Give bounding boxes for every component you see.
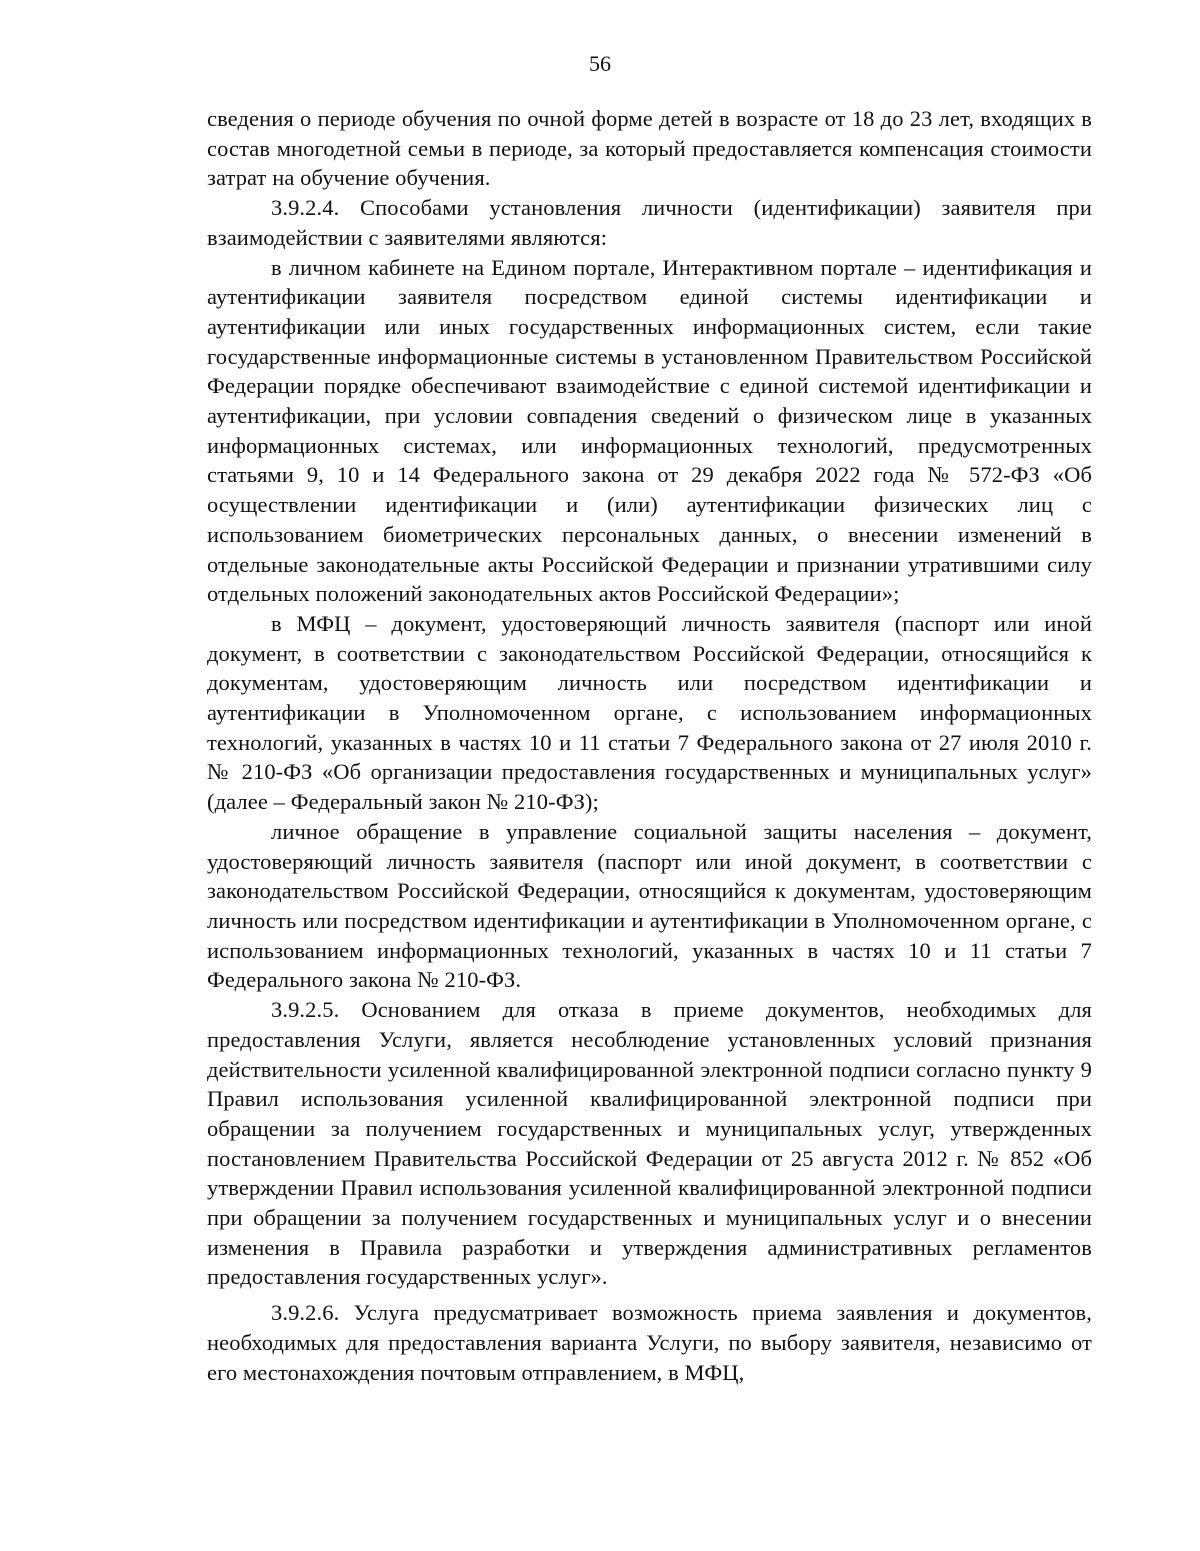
paragraph-3-9-2-5: 3.9.2.5. Основанием для отказа в приеме документов, необходимых для предоставления Услуги, является несоблюдение установленных условий признания действительности усиленной квалифицированной электронной подписи согласно пункту 9 Правил использования усиленной квалифицированной электронной подписи при обращении за получением государственных и муниципальных услуг, утвержденных постановлением Правительства Российской Федерации от 25 августа 2012 г. № 852 «Об утверждении Правил использования усиленной квалифицированной электронной подписи при обращении за получением государственных и муниципальных услуг и о внесении изменения в Правила разработки и утверждения административных регламентов предоставления государственных услуг».	[207, 997, 1092, 1290]
body-text	[207, 104, 1092, 1387]
paragraph-mfc-identification: в МФЦ – документ, удостоверяющий личность заявителя (паспорт или иной документ, в соответствии с законодательством Российской Федерации, относящийся к документам, удостоверяющим личность или посредством идентификации и аутентификации в Уполномоченном органе, с использованием информационных технологий, указанных в частях 10 и 11 статьи 7 Федерального закона от 27 июля 2010 г. № 210-ФЗ «Об организации предоставления государственных и муниципальных услуг» (далее – Федеральный закон № 210-ФЗ);	[207, 610, 1092, 815]
paragraph-personal-visit-identification: личное обращение в управление социальной защиты населения – документ, удостоверяющий личность заявителя (паспорт или иной документ, в соответствии с законодательством Российской Федерации, относящийся к документам, удостоверяющим личность или посредством идентификации и аутентификации в Уполномоченном органе, с использованием информационных технологий, указанных в частях 10 и 11 статьи 7 Федерального закона № 210-ФЗ.	[207, 818, 1092, 993]
paragraph-children-education-info: сведения о периоде обучения по очной форме детей в возрасте от 18 до 23 лет, входящих в состав многодетной семьи в периоде, за который предоставляется компенсация стоимости затрат на обучение обучения.	[207, 106, 1092, 191]
paragraph-3-9-2-6: 3.9.2.6. Услуга предусматривает возможность приема заявления и документов, необходимых для предоставления варианта Услуги, по выбору заявителя, независимо от его местонахождения почтовым отправлением, в МФЦ,	[207, 1300, 1092, 1385]
page-number: 56	[589, 51, 611, 76]
paragraph-personal-cabinet-identification: в личном кабинете на Едином портале, Интерактивном портале – идентификация и аутентификации заявителя посредством единой системы идентификации и аутентификации или иных государственных информационных систем, если такие государственные информационные системы в установленном Правительством Российской Федерации порядке обеспечивают взаимодействие с единой системой идентификации и аутентификации, при условии совпадения сведений о физическом лице в указанных информационных системах, или информационных технологий, предусмотренных статьями 9, 10 и 14 Федерального закона от 29 декабря 2022 года № 572-ФЗ «Об осуществлении идентификации и (или) аутентификации физических лиц с использованием биометрических персональных данных, о внесении изменений в отдельные законодательные акты Российской Федерации и признании утратившими силу отдельных положений законодательных актов Российской Федерации»;	[207, 254, 1092, 607]
paragraph-3-9-2-4: 3.9.2.4. Способами установления личности (идентификации) заявителя при взаимодействии с заявителями являются:	[207, 195, 1092, 250]
